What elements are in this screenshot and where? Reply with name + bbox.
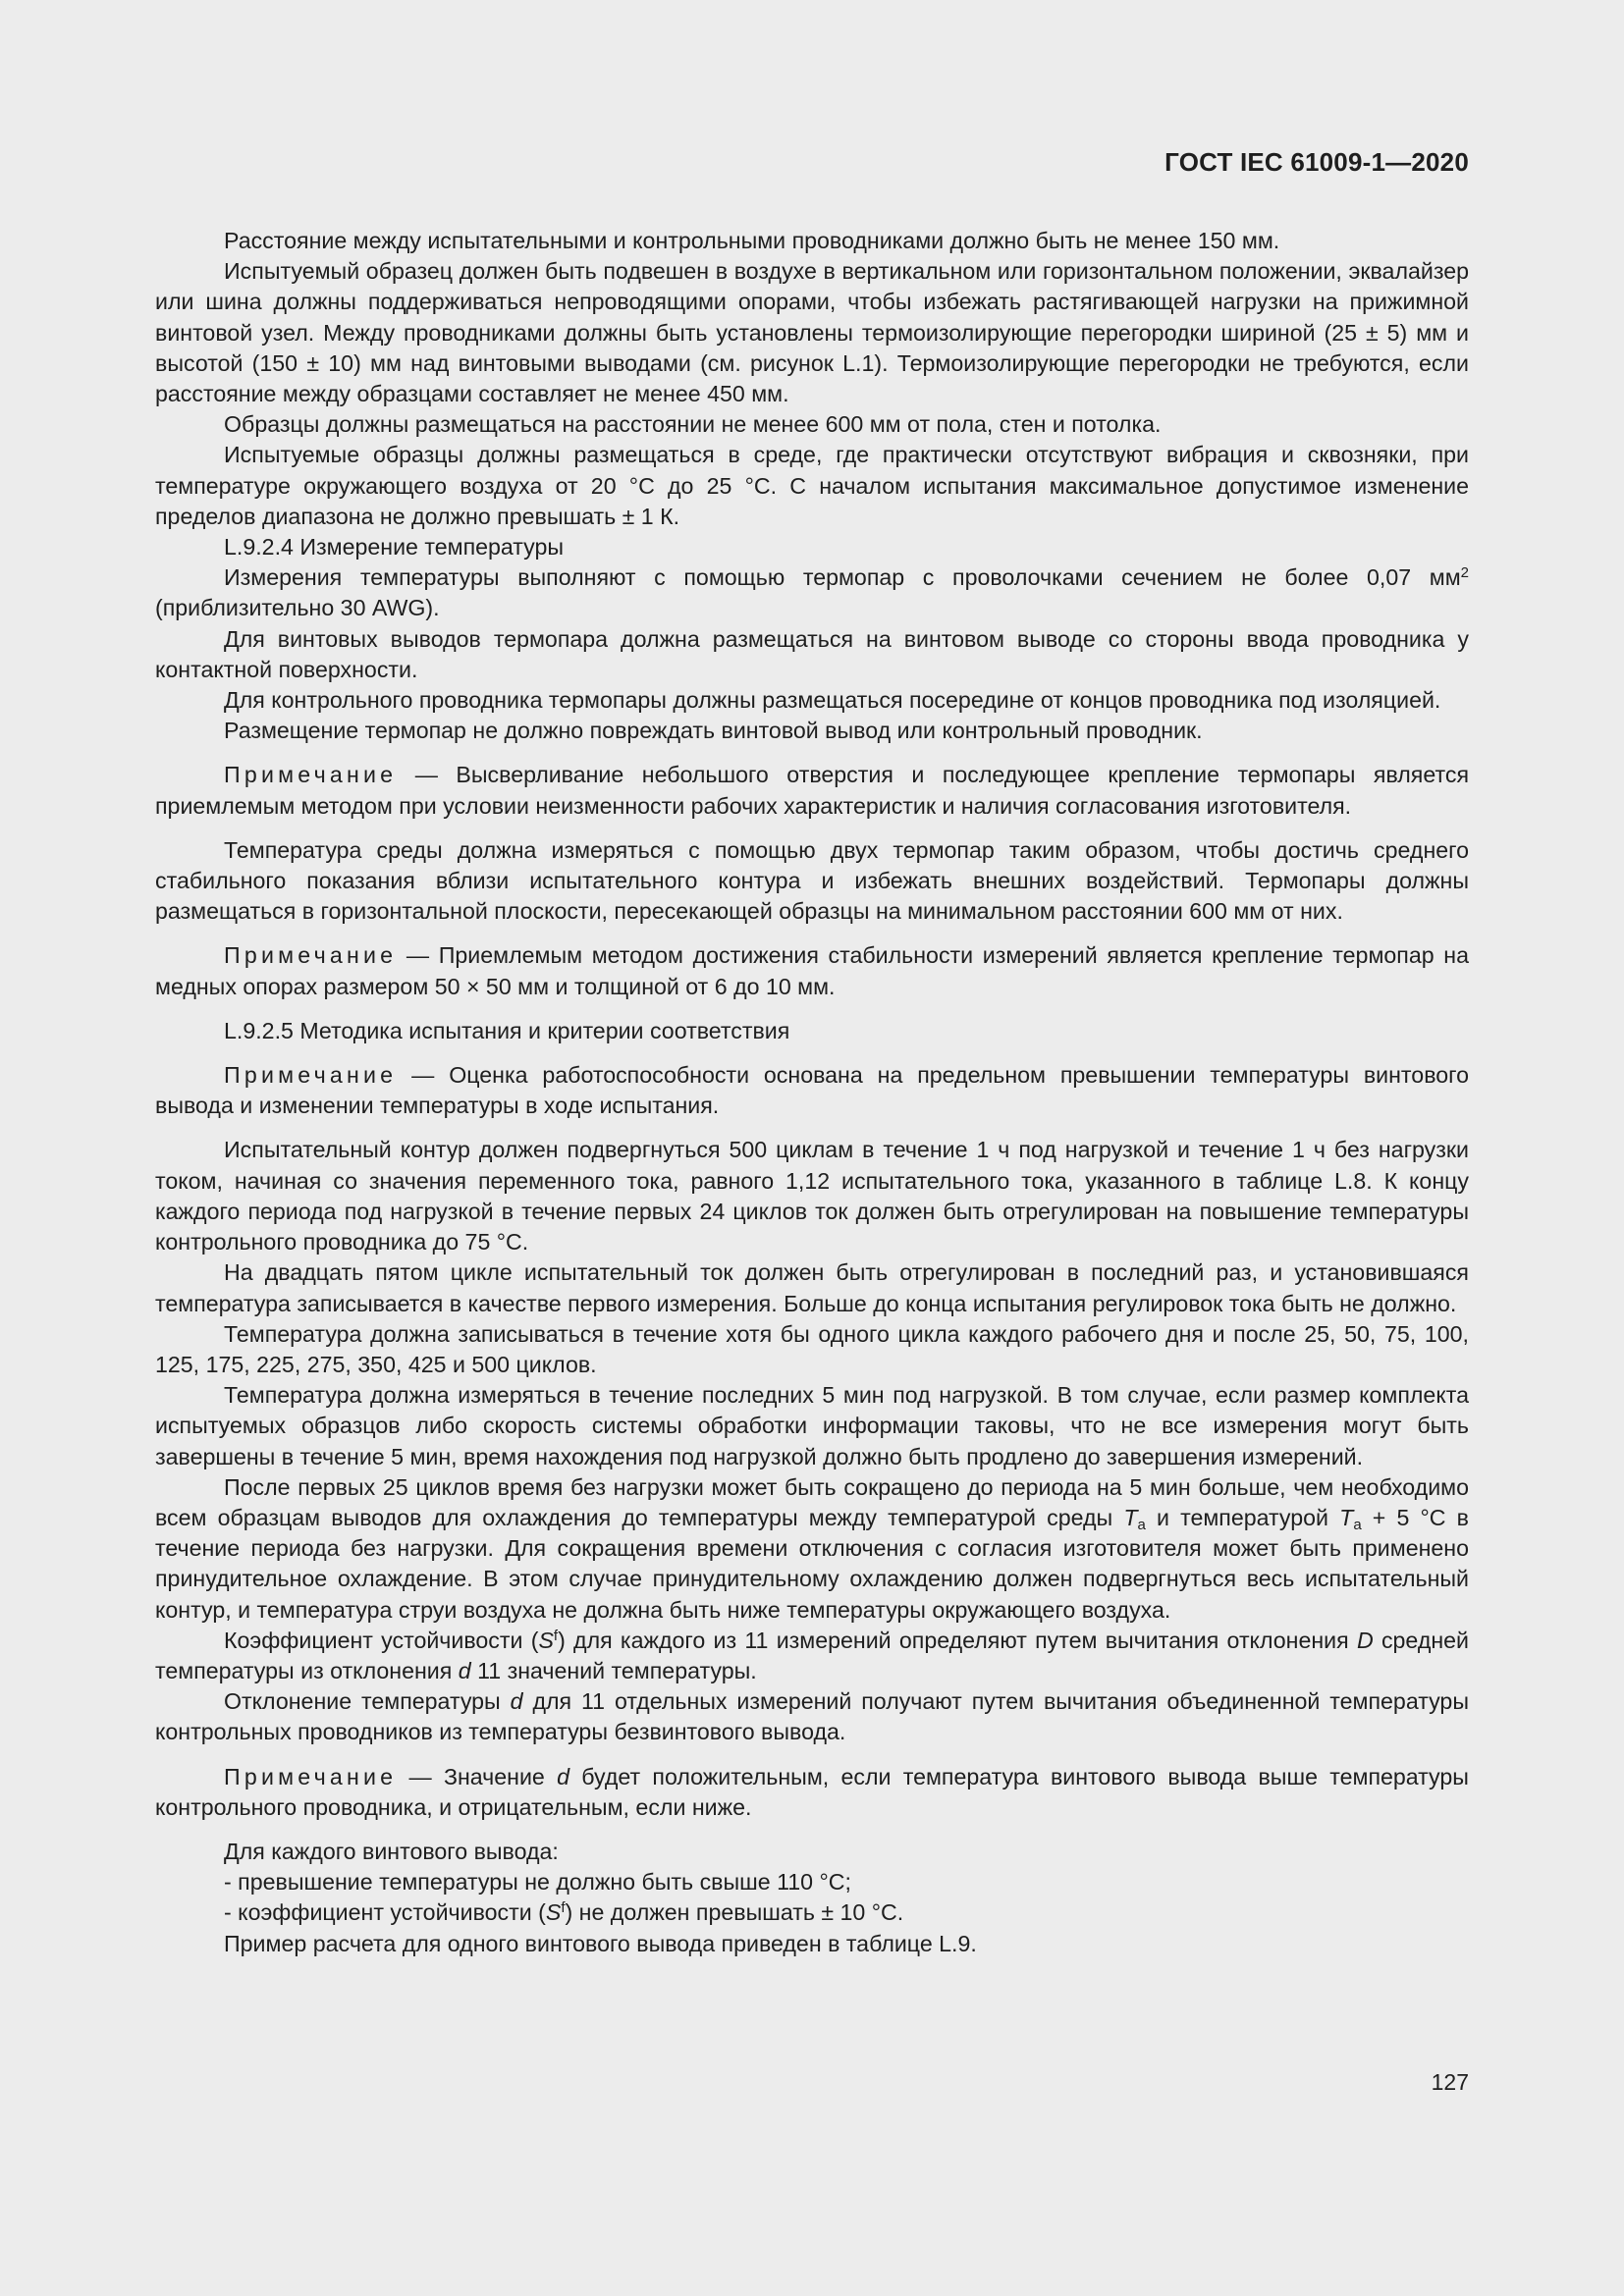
paragraph: Размещение термопар не должно повреждать винтовой вывод или контрольный проводник.: [224, 718, 1203, 744]
list-intro: Для каждого винтового вывода:: [224, 1838, 559, 1864]
paragraph: Испытуемый образец должен быть подвешен в воздухе в вертикальном или горизонтальном положении, эквалайзер или шина должны поддерживаться непроводящими опорами, чтобы избежать растягивающей нагрузки на прижимной винтовой узел. Между проводниками должны быть установлены термоизолирующие перегородки шириной (25 ± 5) мм и высотой (150 ± 10) мм над винтовыми выводами (см. рисунок L.1). Термоизолирующие перегородки не требуются, если расстояние между образцами составляет не менее 450 мм.: [155, 258, 1469, 407]
paragraph: Испытуемые образцы должны размещаться в среде, где практически отсутствуют вибрация и сквозняки, при температуре окружающего воздуха от 20 °C до 25 °C. С началом испытания максимальное допустимое изменение пределов диапазона не должно превышать ± 1 К.: [155, 442, 1469, 529]
paragraph: Температура должна записываться в течение хотя бы одного цикла каждого рабочего дня и после 25, 50, 75, 100, 125, 175, 225, 275, 350, 425 и 500 циклов.: [155, 1320, 1469, 1377]
note: Примечание — Значение d будет положительным, если температура винтового вывода выше температуры контрольного проводника, и отрицательным, если ниже.: [155, 1763, 1469, 1820]
note: Примечание — Высверливание небольшого отверстия и последующее крепление термопары является приемлемым методом при условии неизменности рабочих характеристик и наличия согласования изготовителя.: [155, 762, 1469, 819]
document-body: [155, 226, 1469, 1959]
section-heading-l925: L.9.2.5 Методика испытания и критерии соответствия: [224, 1017, 790, 1043]
paragraph: Пример расчета для одного винтового вывода приведен в таблице L.9.: [224, 1930, 977, 1956]
list-item: - превышение температуры не должно быть свыше 110 °C;: [224, 1869, 851, 1896]
paragraph: Для контрольного проводника термопары должны размещаться посередине от концов проводника под изоляцией.: [224, 687, 1441, 714]
note: Примечание — Оценка работоспособности основана на предельном превышении температуры винтового вывода и изменении температуры в ходе испытания.: [155, 1062, 1469, 1119]
paragraph: Образцы должны размещаться на расстоянии не менее 600 мм от пола, стен и потолка.: [224, 411, 1162, 438]
paragraph: Измерения температуры выполняют с помощью термопар с проволочками сечением не более 0,07 $мм^2$ (приблизительно 30 AWG).: [155, 564, 1469, 621]
paragraph: Испытательный контур должен подвергнуться 500 циклам в течение 1 ч под нагрузкой и течение 1 ч без нагрузки током, начиная со значения переменного тока, равного 1,12 испытательного тока, указанного в таблице L.8. К концу каждого периода под нагрузкой в течение первых 24 циклов ток должен быть отрегулирован на повышение температуры контрольного проводника до 75 °C.: [155, 1137, 1469, 1255]
page-number: 127: [1431, 2069, 1469, 2095]
paragraph: Температура должна измеряться в течение последних 5 мин под нагрузкой. В том случае, если размер комплекта испытуемых образцов либо скорость системы обработки информации таковы, что не все измерения могут быть завершены в течение 5 мин, время нахождения под нагрузкой должно быть продлено до завершения измерений.: [155, 1382, 1469, 1469]
paragraph: На двадцать пятом цикле испытательный ток должен быть отрегулирован в последний раз, и установившаяся температура записывается в качестве первого измерения. Больше до конца испытания регулировок тока быть не должно.: [155, 1259, 1469, 1316]
document-number: ГОСТ IEC 61009-1—2020: [1164, 147, 1469, 177]
paragraph: Отклонение температуры d для 11 отдельных измерений получают путем вычитания объединенной температуры контрольных проводников из температуры безвинтового вывода.: [155, 1688, 1469, 1745]
paragraph: Коэффициент устойчивости $(S^f)$ для каждого из 11 измерений определяют путем вычитания отклонения D средней температуры из отклонения d 11 значений температуры.: [155, 1627, 1470, 1683]
paragraph: Температура среды должна измеряться с помощью двух термопар таким образом, чтобы достичь среднего стабильного показания вблизи испытательного контура и избежать внешних воздействий. Термопары должны размещаться в горизонтальной плоскости, пересекающей образцы на минимальном расстоянии 600 мм от них.: [155, 836, 1469, 925]
paragraph: После первых 25 циклов время без нагрузки может быть сокращено до периода на 5 мин больше, чем необходимо всем образцам выводов для охлаждения до температуры между температурой среды $T_a$ и температурой $T_a + 5$ °C в течение периода без нагрузки. Для сокращения времени отключения с согласия изготовителя может быть применено принудительное охлаждение. В этом случае принудительному охлаждению должен подвергнуться весь испытательный контур, и температура струи воздуха не должна быть ниже температуры окружающего воздуха.: [155, 1473, 1469, 1623]
section-heading-l924: L.9.2.4 Измерение температуры: [224, 534, 565, 561]
note: Примечание — Приемлемым методом достижения стабильности измерений является крепление термопар на медных опорах размером 50 × 50 мм и толщиной от 6 до 10 мм.: [155, 942, 1469, 999]
list-item: - коэффициент устойчивости $(S^f)$ не должен превышать ± 10 °C.: [224, 1899, 904, 1926]
paragraph: Для винтовых выводов термопара должна размещаться на винтовом выводе со стороны ввода проводника у контактной поверхности.: [155, 625, 1469, 682]
paragraph: Расстояние между испытательными и контрольными проводниками должно быть не менее 150 мм.: [224, 228, 1280, 253]
